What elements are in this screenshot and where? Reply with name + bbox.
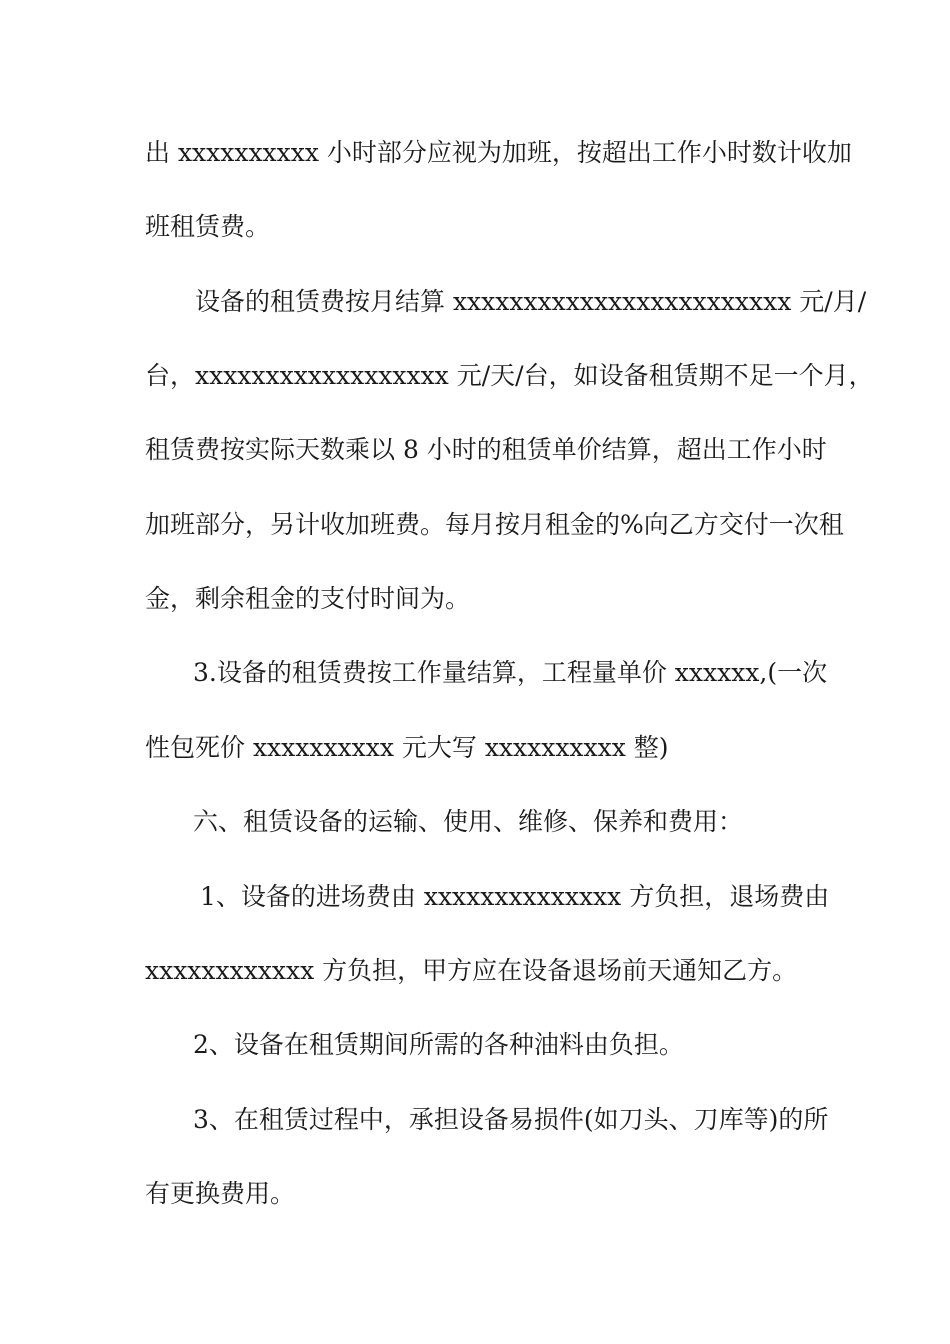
text-line-8: 3.设备的租赁费按工作量结算，工程量单价 xxxxxx,(一次 [193, 658, 828, 687]
text-line-1: 出 xxxxxxxxxx 小时部分应视为加班，按超出工作小时数计收加 [145, 138, 852, 167]
text-line-15: 有更换费用。 [145, 1179, 296, 1208]
text-line-3: 设备的租赁费按月结算 xxxxxxxxxxxxxxxxxxxxxxxx 元/月/ [195, 287, 867, 316]
text-line-10: 六、租赁设备的运输、使用、维修、保养和费用： [193, 807, 744, 836]
text-line-9: 性包死价 xxxxxxxxxx 元大写 xxxxxxxxxx 整) [145, 733, 669, 762]
text-line-2: 班租赁费。 [145, 212, 271, 241]
text-line-11: 1、设备的进场费由 xxxxxxxxxxxxxx 方负担，退场费由 [200, 882, 830, 911]
text-line-4: 台，xxxxxxxxxxxxxxxxxx 元/天/台，如设备租赁期不足一个月， [145, 361, 874, 390]
text-line-12: xxxxxxxxxxxx 方负担，甲方应在设备退场前天通知乙方。 [145, 956, 798, 985]
text-line-7: 金，剩余租金的支付时间为。 [145, 584, 471, 613]
text-line-14: 3、在租赁过程中，承担设备易损件(如刀头、刀库等)的所 [193, 1105, 829, 1134]
text-line-13: 2、设备在租赁期间所需的各种油料由负担。 [193, 1030, 684, 1059]
text-line-6: 加班部分，另计收加班费。每月按月租金的%向乙方交付一次租 [145, 510, 844, 539]
text-line-5: 租赁费按实际天数乘以 8 小时的租赁单价结算，超出工作小时 [145, 435, 827, 464]
